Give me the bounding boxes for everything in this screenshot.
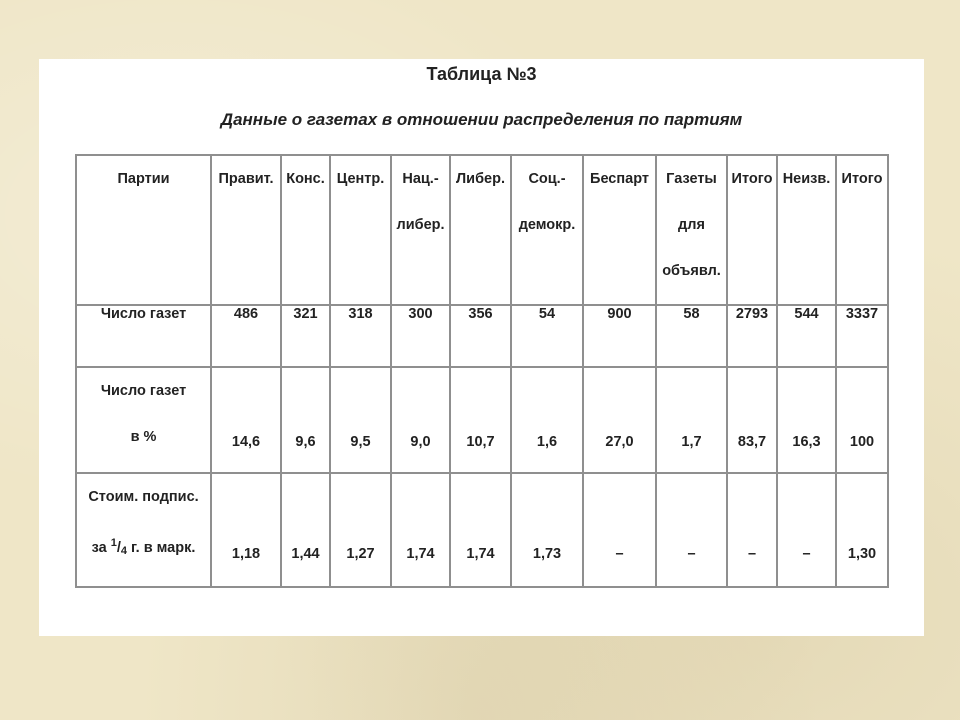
table-cell: 356 [450,305,511,367]
cell-value: – [687,546,696,562]
header-text: Беспарт [590,171,649,187]
header-text: Газеты [666,171,717,187]
table-cell: 3337 [836,305,888,367]
header-text: Итого [841,171,883,187]
table-cell [727,473,777,587]
header-text: Нац.- [402,171,439,187]
header-text: объявл. [662,263,721,279]
table-cell [777,367,836,473]
table-cell [450,473,511,587]
header-cell [727,155,777,305]
header-cell-parties [76,155,211,305]
header-text: Правит. [218,171,274,187]
cell-value: – [802,546,811,562]
cell-value: 1,74 [466,546,495,562]
cell-value: 14,6 [231,434,261,450]
table-cell [391,473,450,587]
table-cell: 318 [330,305,391,367]
row-label [77,520,210,566]
table-cell [836,367,888,473]
header-text: Соц.- [528,171,566,187]
header-cell [777,155,836,305]
table-cell [330,473,391,587]
header-cell [281,155,330,305]
table-cell [450,367,511,473]
table-cell: 54 [511,305,583,367]
table-cell [656,367,727,473]
table-subtitle: Данные о газетах в отношении распределения по партиям [220,110,743,129]
table-cell [511,473,583,587]
header-text: Либер. [456,171,505,187]
header-text: Партии [117,171,170,187]
table-title: Таблица №3 [426,64,537,84]
table-cell [583,473,656,587]
document-sheet [39,59,924,636]
table-cell [656,473,727,587]
header-text: либер. [396,217,445,233]
table-cell: 544 [777,305,836,367]
table-cell: 300 [391,305,450,367]
table-cell [727,367,777,473]
table-cell [281,367,330,473]
table-cell: 58 [656,305,727,367]
header-text: демокр. [518,217,576,233]
header-row [76,155,888,305]
cell-value: 1,30 [847,546,877,562]
table-row [76,473,888,587]
header-text: для [678,217,705,233]
cell-value: 100 [849,434,875,450]
table-cell: 2793 [727,305,777,367]
row-label-cell [76,305,211,367]
cell-value: 1,6 [536,434,558,450]
cell-value: 16,3 [792,434,821,450]
cell-value: 9,6 [295,434,316,450]
label-suffix: г. в марк. [127,540,196,556]
header-text: Конс. [286,171,325,187]
row-label-cell [76,473,211,587]
table-cell [281,473,330,587]
fraction-separator: / [116,540,121,556]
table-cell [211,367,281,473]
header-cell [330,155,391,305]
cell-value: 1,73 [532,546,562,562]
cell-value: – [747,546,757,562]
header-text: Центр. [336,171,385,187]
table-cell: 900 [583,305,656,367]
cell-value: 1,44 [291,546,320,562]
table-cell [211,473,281,587]
cell-value: 27,0 [605,434,634,450]
cell-value: 1,27 [346,546,375,562]
cell-value: 83,7 [737,434,767,450]
table-row [76,367,888,473]
header-cell [211,155,281,305]
table-cell [330,367,391,473]
cell-value: 1,18 [231,546,261,562]
header-cell [583,155,656,305]
row-label: Стоим. подпис. [88,489,199,505]
cell-value: 9,0 [410,434,431,450]
table-cell: 321 [281,305,330,367]
table-cell: 486 [211,305,281,367]
header-text: Итого [731,171,773,187]
party-newspaper-table [75,154,889,588]
label-prefix: за [91,540,111,556]
cell-value: 1,7 [681,434,702,450]
table-cell [836,473,888,587]
row-label-cell [76,367,211,473]
table-cell [511,367,583,473]
header-text: Неизв. [782,171,831,187]
header-cell [656,155,727,305]
row-label: Число газет [100,306,187,322]
table-cell [777,473,836,587]
header-cell [836,155,888,305]
table-cell [583,367,656,473]
cell-value: 1,74 [406,546,435,562]
header-cell [391,155,450,305]
fraction-numerator: 1 [110,537,117,549]
fraction-denominator: 4 [120,545,128,557]
table-row [76,305,888,367]
cell-value: 10,7 [466,434,495,450]
cell-value: – [615,546,624,562]
table-cell [391,367,450,473]
header-cell [511,155,583,305]
header-cell [450,155,511,305]
row-label: Число газет [100,383,187,399]
cell-value: 9,5 [350,434,371,450]
row-label: в % [130,429,157,445]
